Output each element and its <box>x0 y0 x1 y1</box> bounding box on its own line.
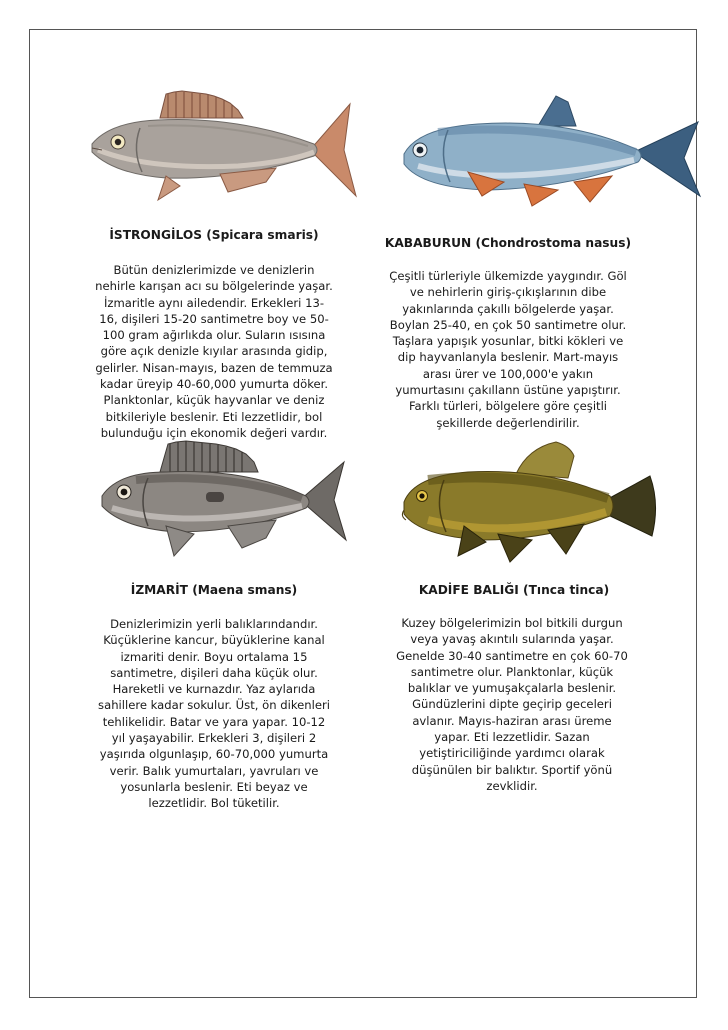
description-line: santimetre olur. Planktonlar, küçük <box>410 664 614 679</box>
description-line: şekillerde değerlendirilir. <box>436 415 580 430</box>
kadife-baligi-latin: (Tınca tinca) <box>523 583 610 597</box>
description-line: arası ürer ve 100,000'e yakın <box>422 366 594 381</box>
description-line: avlanır. Mayıs-haziran arası üreme <box>412 713 612 728</box>
description-line: Planktonlar, küçük hayvanlar ve deniz <box>103 393 325 408</box>
kababurun-latin: (Chondrostoma nasus) <box>475 236 632 250</box>
description-line: İzmaritle aynı ailedendir. Erkekleri 13- <box>103 295 325 310</box>
description-line: balıklar ve yumuşakçalarla beslenir. <box>407 681 617 696</box>
istrongilos-description <box>74 262 354 441</box>
izmarit-title <box>72 583 356 597</box>
description-line: kadar üreyip 40-60,000 yumurta döker. <box>99 377 329 392</box>
istrongilos-title <box>72 228 356 242</box>
description-line: ve nehirlerin giriş-çıkışlarının dibe <box>409 285 607 300</box>
kadife-baligi-title <box>378 583 650 597</box>
kadife-baligi-description <box>372 615 652 794</box>
description-line: dip hayvanlanyla beslenir. Mart-mayıs <box>397 350 619 365</box>
description-line: yaşırıda olgunlaşıp, 60-70,000 yumurta <box>99 747 329 762</box>
description-line: veya yavaş akıntılı sularında yaşar. <box>410 632 614 647</box>
description-line: yıl yaşayabilir. Erkekleri 3, dişileri 2 <box>111 731 317 746</box>
kadife-baligi-fish-illustration <box>398 440 664 566</box>
izmarit-description <box>74 616 354 812</box>
description-line: düşünülen bir balıktır. Sportif yönü <box>411 762 613 777</box>
description-line: Farklı türleri, bölgelere göre çeşitli <box>408 399 608 414</box>
istrongilos-name: İSTRONGİLOS <box>109 228 202 242</box>
kababurun-title <box>378 236 638 250</box>
description-line: Genelde 30-40 santimetre en çok 60-70 <box>396 648 628 663</box>
description-line: gelirler. Nisan-mayıs, bazen de temmuza <box>95 360 333 375</box>
description-line: Denizlerimizin yerli balıklarındandır. <box>110 617 318 631</box>
description-line: bitkileriyle beslenir. Eti lezzetlidir, bol <box>105 409 323 424</box>
kadife-baligi-name: KADİFE BALIĞI <box>418 583 519 597</box>
description-line: Boylan 25-40, en çok 50 santimetre olur. <box>389 317 627 332</box>
description-line: sahillere kadar sokulur. Üst, ön dikenleri <box>98 698 330 713</box>
description-line: lezzetlidir. Bol tüketilir. <box>148 796 280 811</box>
description-line: yetiştiriciliğinde yardımcı olarak <box>419 746 605 761</box>
description-line: nehirle karışan acı su bölgelerinde yaşar. <box>95 279 333 294</box>
istrongilos-latin: (Spicara smaris) <box>206 228 319 242</box>
description-line: zevklidir. <box>486 778 538 793</box>
description-line: 16, dişileri 15-20 santimetre boy ve 50- <box>99 311 329 326</box>
description-line: santimetre, dişileri daha küçük olur. <box>110 665 318 680</box>
description-line: tehlikelidir. Batar ve yara yapar. 10-12 <box>102 714 326 729</box>
description-line: verir. Balık yumurtaları, yavruları ve <box>109 763 319 778</box>
description-line: göre açık denizle kıyılar arasında gidip, <box>100 344 328 359</box>
izmarit-name: İZMARİT <box>130 583 188 597</box>
description-line: Bütün denizlerimizde ve denizlerin <box>113 263 315 277</box>
kababurun-name: KABABURUN <box>384 236 472 250</box>
izmarit-fish-illustration <box>96 438 354 562</box>
description-line: Taşlara yapışık yosunlar, bitki kökleri ve <box>392 334 624 349</box>
description-line: 100 gram ağırlıkda olur. Suların ısısına <box>102 328 326 343</box>
description-line: yumurtasını çakıllann üstüne yapıştırır. <box>395 383 621 398</box>
izmarit-latin: (Maena smans) <box>192 583 298 597</box>
description-line: Küçüklerine kancur, büyüklerine kanal <box>103 633 325 648</box>
description-line: Hareketli ve kurnazdır. Yaz aylarıda <box>112 682 316 697</box>
description-line: yapar. Eti lezzetlidir. Sazan <box>434 730 590 745</box>
description-line: bulunduğu için ekonomik değeri vardır. <box>100 425 328 440</box>
kababurun-description <box>372 268 644 431</box>
description-line: yosunlarla beslenir. Eti beyaz ve <box>120 779 308 794</box>
description-line: izmariti denir. Boyu ortalama 15 <box>120 649 308 664</box>
description-line: yakınlarında çakıllı bölgelerde yaşar. <box>402 301 614 316</box>
istrongilos-fish-illustration <box>88 88 364 212</box>
description-line: Çeşitli türleriyle ülkemizde yaygındır. Göl <box>389 269 627 283</box>
description-line: Gündüzlerini dipte geçirip geceleri <box>412 697 612 712</box>
description-line: Kuzey bölgelerimizin bol bitkili durgun <box>401 616 623 630</box>
kababurun-fish-illustration <box>398 92 708 216</box>
